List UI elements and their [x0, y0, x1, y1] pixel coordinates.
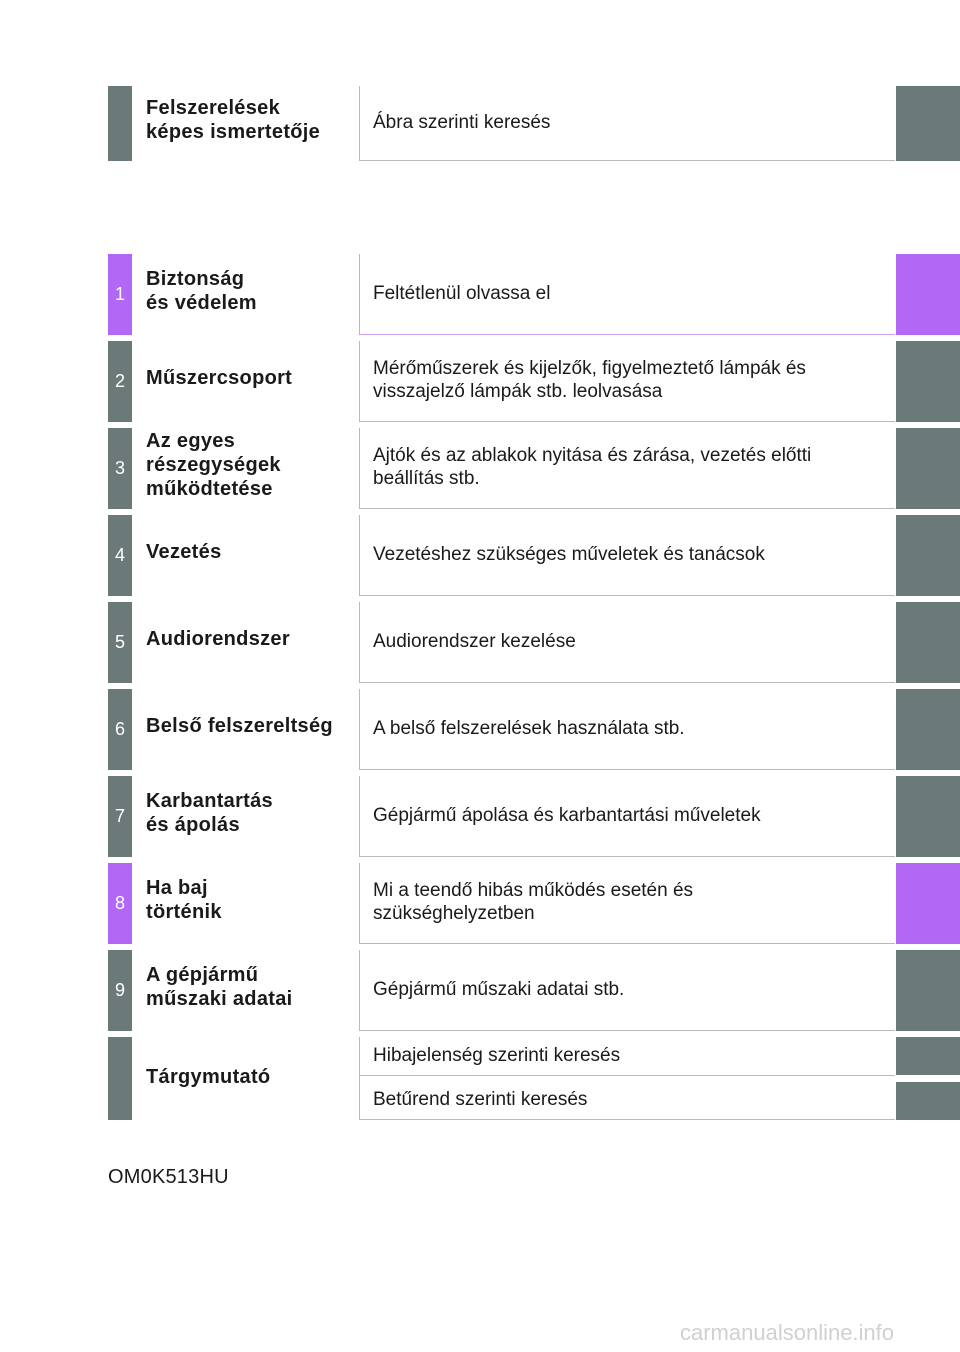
section-row-2[interactable]: [108, 341, 960, 422]
section-row-5[interactable]: [108, 602, 960, 683]
index-tab-left: [108, 1037, 132, 1120]
section-number-3: 3: [108, 428, 132, 509]
section-title-6: [146, 714, 358, 738]
section-number-2: 2: [108, 341, 132, 422]
section-title-1: [146, 267, 358, 315]
section-number-7: 7: [108, 776, 132, 857]
header-title: [146, 96, 358, 144]
index-tab-1[interactable]: [896, 1037, 960, 1075]
section-description-box-6: [359, 689, 895, 770]
section-description-1: [373, 282, 889, 305]
section-row-1[interactable]: [108, 254, 960, 335]
header-description: Ábra szerinti keresés: [373, 112, 551, 133]
section-description-5-line1: Audiorendszer kezelése: [373, 631, 576, 652]
section-description-2: [373, 357, 889, 403]
section-row-8[interactable]: [108, 863, 960, 944]
section-title-6-line1: Belső felszereltség: [146, 715, 333, 737]
section-title-5: [146, 627, 358, 651]
section-description-box-8: [359, 863, 895, 944]
section-tab-2[interactable]: [896, 341, 960, 422]
section-number-4: 4: [108, 515, 132, 596]
section-description-3-line2: beállítás stb.: [373, 468, 480, 489]
section-number-6: 6: [108, 689, 132, 770]
section-row-6[interactable]: [108, 689, 960, 770]
section-tab-8[interactable]: [896, 863, 960, 944]
section-description-8: [373, 879, 889, 925]
section-description-7-line1: Gépjármű ápolása és karbantartási műveletek: [373, 805, 761, 826]
section-description-box-5: [359, 602, 895, 683]
section-number-5: 5: [108, 602, 132, 683]
section-description-9: [373, 978, 889, 1001]
section-description-box-7: [359, 776, 895, 857]
section-tab-4[interactable]: [896, 515, 960, 596]
section-tab-9[interactable]: [896, 950, 960, 1031]
section-title-9: [146, 963, 358, 1011]
section-title-7: [146, 789, 358, 837]
index-title: Tárgymutató: [146, 1066, 271, 1088]
section-row-9[interactable]: [108, 950, 960, 1031]
section-number-9: 9: [108, 950, 132, 1031]
section-title-2-line1: Műszercsoport: [146, 367, 293, 389]
header-tab-left: [108, 86, 132, 161]
index-item-box-2[interactable]: [359, 1076, 895, 1120]
index-item-box-1[interactable]: [359, 1037, 895, 1076]
section-title-2: [146, 366, 358, 390]
header-title-line2: képes ismertetője: [146, 121, 321, 143]
section-title-8: [146, 876, 358, 924]
section-description-2-line2: visszajelző lámpák stb. leolvasása: [373, 381, 663, 402]
section-title-8-line2: történik: [146, 901, 222, 923]
section-row-3[interactable]: [108, 428, 960, 509]
section-title-3: [146, 429, 358, 501]
header-title-line1: Felszerelések: [146, 97, 280, 119]
section-description-7: [373, 804, 889, 827]
section-tab-7[interactable]: [896, 776, 960, 857]
section-description-8-line1: Mi a teendő hibás működés esetén és: [373, 880, 694, 901]
section-tab-3[interactable]: [896, 428, 960, 509]
watermark: carmanualsonline.info: [680, 1320, 895, 1345]
header-tab-right[interactable]: [896, 86, 960, 161]
section-number-8: 8: [108, 863, 132, 944]
section-title-3-line1: Az egyes: [146, 430, 236, 452]
section-description-6: [373, 717, 889, 740]
index-item-1: Hibajelenség szerinti keresés: [373, 1045, 621, 1066]
section-description-4: [373, 543, 889, 566]
section-description-1-line1: Feltétlenül olvassa el: [373, 283, 551, 304]
section-description-9-line1: Gépjármű műszaki adatai stb.: [373, 979, 625, 1000]
section-description-box-2: [359, 341, 895, 422]
section-description-5: [373, 630, 889, 653]
index-item-2: Betűrend szerinti keresés: [373, 1089, 588, 1110]
index-row[interactable]: [108, 1037, 960, 1120]
section-number-1: 1: [108, 254, 132, 335]
section-title-9-line2: műszaki adatai: [146, 988, 293, 1010]
section-title-9-line1: A gépjármű: [146, 964, 259, 986]
section-title-3-line2: részegységek: [146, 454, 281, 476]
section-title-1-line2: és védelem: [146, 292, 257, 314]
section-description-box-4: [359, 515, 895, 596]
section-description-4-line1: Vezetéshez szükséges műveletek és tanácsok: [373, 544, 765, 565]
section-title-1-line1: Biztonság: [146, 268, 245, 290]
section-title-4-line1: Vezetés: [146, 541, 222, 563]
section-title-4: [146, 540, 358, 564]
section-title-7-line2: és ápolás: [146, 814, 240, 836]
header-description-box: [359, 86, 895, 161]
section-description-box-3: [359, 428, 895, 509]
section-row-4[interactable]: [108, 515, 960, 596]
section-tab-1[interactable]: [896, 254, 960, 335]
section-description-3: [373, 444, 889, 490]
manual-code: OM0K513HU: [108, 1166, 229, 1188]
section-tab-5[interactable]: [896, 602, 960, 683]
header-row[interactable]: [108, 86, 960, 161]
section-title-7-line1: Karbantartás: [146, 790, 273, 812]
section-description-6-line1: A belső felszerelések használata stb.: [373, 718, 685, 739]
section-description-box-1: [359, 254, 895, 335]
section-title-3-line3: működtetése: [146, 478, 273, 500]
section-description-3-line1: Ajtók és az ablakok nyitása és zárása, vezetés előtti: [373, 445, 812, 466]
section-tab-6[interactable]: [896, 689, 960, 770]
section-title-8-line1: Ha baj: [146, 877, 208, 899]
section-row-7[interactable]: [108, 776, 960, 857]
section-description-box-9: [359, 950, 895, 1031]
section-description-2-line1: Mérőműszerek és kijelzők, figyelmeztető lámpák és: [373, 358, 806, 379]
section-title-5-line1: Audiorendszer: [146, 628, 290, 650]
index-tab-2[interactable]: [896, 1082, 960, 1120]
section-description-8-line2: szükséghelyzetben: [373, 903, 535, 924]
